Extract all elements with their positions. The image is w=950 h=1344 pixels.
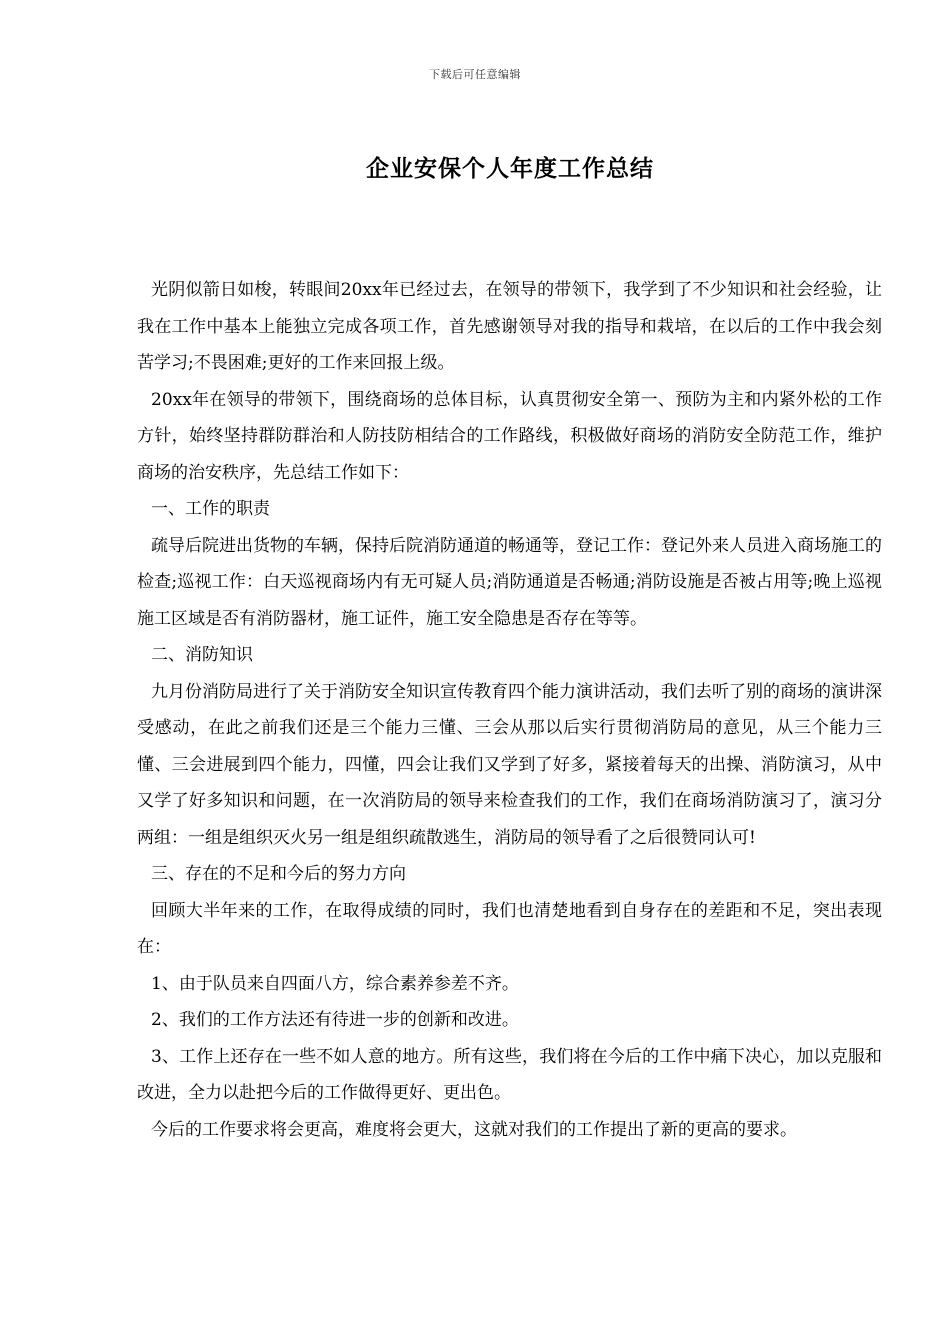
section-heading-shortcomings: 三、存在的不足和今后的努力方向 <box>151 864 406 884</box>
paragraph-duties: 疏导后院进出货物的车辆，保持后院消防通道的畅通等，登记工作：登记外来人员进入商场施工的检查;巡视工作：白天巡视商场内有无可疑人员;消防通道是否畅通;消防设施是否被占用等;晚上巡视施工区域是否有消防器材，施工证件，施工安全隐患是否存在等等。 <box>137 535 882 629</box>
paragraph-closing: 今后的工作要求将会更高，难度将会更大，这就对我们的工作提出了新的更高的要求。 <box>151 1119 797 1140</box>
list-item-3: 3、工作上还存在一些不如人意的地方。所有这些，我们将在今后的工作中痛下决心，加以克服和改进，全力以赴把今后的工作做得更好、更出色。 <box>137 1046 882 1103</box>
paragraph-overview: 20xx年在领导的带领下，围绕商场的总体目标，认真贯彻安全第一、预防为主和内紧外松的工作方针，始终坚持群防群治和人防技防相结合的工作路线，积极做好商场的消防安全防范工作，维护商场的治安秩序，先总结工作如下： <box>137 389 882 483</box>
section-heading-fire-knowledge: 二、消防知识 <box>151 645 253 665</box>
list-item-1: 1、由于队员来自四面八方，综合素养参差不齐。 <box>151 973 519 994</box>
document-body <box>137 272 882 1148</box>
section-heading-duties: 一、工作的职责 <box>151 499 270 519</box>
paragraph-intro: 光阴似箭日如梭，转眼间20xx年已经过去，在领导的带领下，我学到了不少知识和社会经验，让我在工作中基本上能独立完成各项工作，首先感谢领导对我的指导和栽培，在以后的工作中我会刻苦学习;不畏困难;更好的工作来回报上级。 <box>137 280 882 373</box>
document-title: 企业安保个人年度工作总结 <box>366 156 654 182</box>
paragraph-shortcomings: 回顾大半年来的工作，在取得成绩的同时，我们也清楚地看到自身存在的差距和不足，突出表现在： <box>137 900 882 957</box>
header-note: 下载后可任意编辑 <box>429 68 521 81</box>
paragraph-fire-knowledge: 九月份消防局进行了关于消防安全知识宣传教育四个能力演讲活动，我们去听了别的商场的演讲深受感动，在此之前我们还是三个能力三懂、三会从那以后实行贯彻消防局的意见，从三个能力三懂、三会进展到四个能力，四懂，四会让我们又学到了好多，紧接着每天的出操、消防演习，从中又学了好多知识和问题，在一次消防局的领导来检查我们的工作，我们在商场消防演习了，演习分两组：一组是组织灭火另一组是组织疏散逃生，消防局的领导看了之后很赞同认可! <box>137 681 882 848</box>
list-item-2: 2、我们的工作方法还有待进一步的创新和改进。 <box>151 1010 519 1030</box>
